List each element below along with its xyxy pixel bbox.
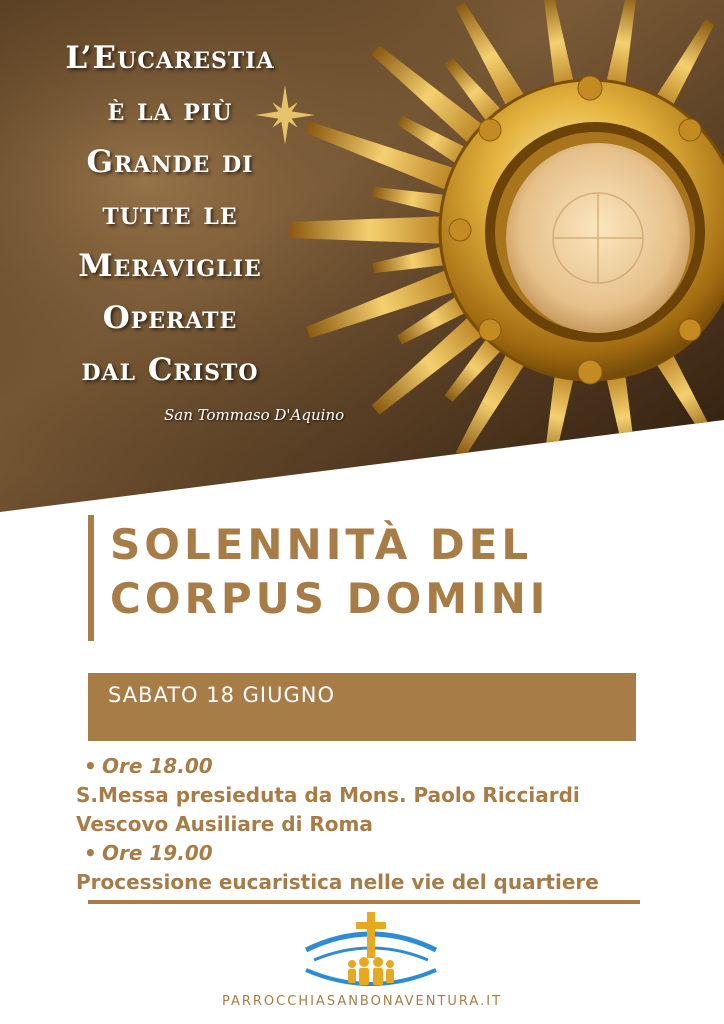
time-2-label: Ore 19.00 <box>102 841 213 865</box>
event-title-line-1: SOLENNITÀ DEL <box>110 520 533 569</box>
bullet-icon: • <box>84 841 97 865</box>
quote-line-6: Operate <box>102 300 238 336</box>
schedule-time-2 <box>84 841 213 865</box>
schedule-desc-1a: S.Messa presieduta da Mons. Paolo Ricciardi <box>76 783 580 807</box>
parish-website[interactable]: PARROCCHIASANBONAVENTURA.IT <box>221 994 503 1009</box>
quote-author: San Tommaso D'Aquino <box>164 406 345 424</box>
bullet-icon: • <box>84 754 97 778</box>
date-label: SABATO 18 GIUGNO <box>108 683 336 707</box>
quote-line-1: L’Eucarestia <box>65 40 275 76</box>
title-accent-bar <box>88 515 94 641</box>
event-title-line-2: CORPUS DOMINI <box>110 574 550 623</box>
parish-logo-cross-family-icon <box>296 908 446 993</box>
quote-line-5: Meraviglie <box>78 248 262 284</box>
time-1-label: Ore 18.00 <box>102 754 213 778</box>
parish-logo <box>296 908 446 993</box>
schedule-time-1 <box>84 754 213 778</box>
divider-line <box>88 900 640 904</box>
quote-line-2: è la più <box>107 92 233 128</box>
quote-line-4: tutte le <box>102 196 238 232</box>
schedule-desc-1b: Vescovo Ausiliare di Roma <box>76 812 373 836</box>
quote-line-3: Grande di <box>86 144 254 180</box>
quote-line-7: dal Cristo <box>81 352 259 388</box>
schedule-desc-2: Processione eucaristica nelle vie del quartiere <box>76 870 599 894</box>
